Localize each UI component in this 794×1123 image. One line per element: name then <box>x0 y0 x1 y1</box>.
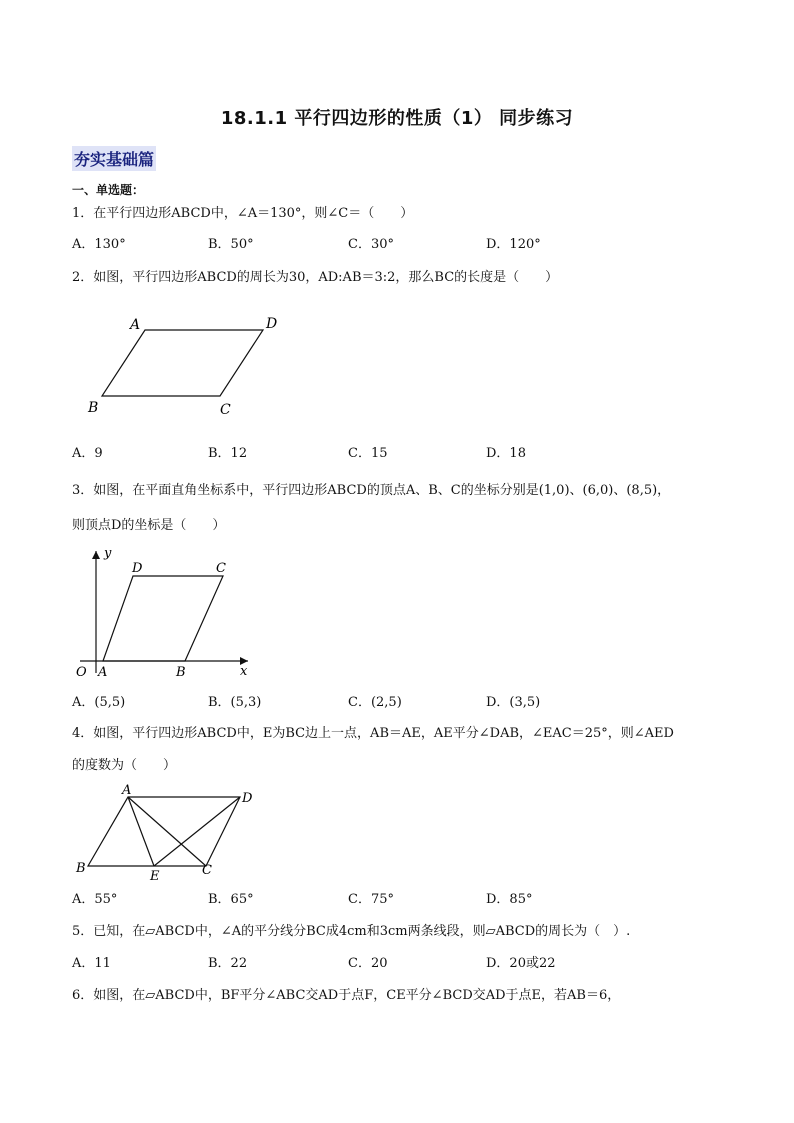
q4-label-a: A <box>122 783 132 798</box>
question-6-text: 6．如图，在▱ABCD中，BF平分∠ABC交AD于点F，CE平分∠BCD交AD于点E，若AB＝6， <box>72 988 621 1003</box>
q3-coordinate-figure <box>70 545 260 680</box>
question-4-text-line1: 4．如图，平行四边形ABCD中，E为BC边上一点，AB＝AE，AE平分∠DAB，∠EAC＝25°，则∠AED <box>72 726 674 741</box>
q2-option-c: C．15 <box>348 446 388 461</box>
q4-option-a: A．55° <box>72 892 118 907</box>
q3-label-o: O <box>76 665 87 680</box>
q3-label-c: C <box>216 561 226 576</box>
q4-label-c: C <box>202 863 212 878</box>
q4-label-b: B <box>76 861 86 876</box>
q4-label-d: D <box>242 791 253 806</box>
q4-option-b: B．65° <box>208 892 254 907</box>
q2-option-d: D．18 <box>486 446 526 461</box>
q3-label-x: x <box>240 664 248 679</box>
q2-option-a: A．9 <box>72 446 103 461</box>
question-1-text: 1．在平行四边形ABCD中，∠A＝130°，则∠C＝（ ） <box>72 206 414 221</box>
question-3-text-line1: 3．如图，在平面直角坐标系中，平行四边形ABCD的顶点A、B、C的坐标分别是(1,0)、(6,0)、(8,5)， <box>72 483 671 498</box>
question-3-text-line2: 则顶点D的坐标是（ ） <box>72 518 226 533</box>
q3-label-d: D <box>132 561 143 576</box>
q1-option-d: D．120° <box>486 237 541 252</box>
q5-option-c: C．20 <box>348 956 388 971</box>
q1-option-c: C．30° <box>348 237 394 252</box>
q2-option-b: B．12 <box>208 446 248 461</box>
q5-option-d: D．20或22 <box>486 956 556 971</box>
q1-option-b: B．50° <box>208 237 254 252</box>
q3-label-b: B <box>176 665 186 680</box>
q4-option-c: C．75° <box>348 892 394 907</box>
q3-label-a: A <box>98 665 108 680</box>
page-title: 18.1.1 平行四边形的性质（1） 同步练习 <box>220 108 574 129</box>
q5-option-a: A．11 <box>72 956 111 971</box>
section-label: 夯实基础篇 <box>72 146 156 171</box>
q3-label-y: y <box>104 546 112 561</box>
q3-option-c: C．(2,5) <box>348 695 402 710</box>
q4-option-d: D．85° <box>486 892 533 907</box>
q5-option-b: B．22 <box>208 956 248 971</box>
q2-parallelogram-figure <box>80 310 290 420</box>
q4-parallelogram-figure <box>70 782 270 882</box>
q3-option-d: D．(3,5) <box>486 695 541 710</box>
q2-label-c: C <box>220 402 231 418</box>
q1-option-a: A．130° <box>72 237 126 252</box>
q4-label-e: E <box>150 869 160 882</box>
q2-label-d: D <box>266 316 278 332</box>
q2-label-b: B <box>88 400 99 416</box>
q3-option-a: A．(5,5) <box>72 695 126 710</box>
question-5-text: 5．已知，在▱ABCD中，∠A的平分线分BC成4cm和3cm两条线段，则▱ABCD的周长为（ ）. <box>72 924 631 939</box>
part-heading: 一、单选题： <box>72 183 145 197</box>
question-2-text: 2．如图，平行四边形ABCD的周长为30，AD:AB＝3:2，那么BC的长度是（ ） <box>72 270 559 285</box>
q2-label-a: A <box>130 317 141 333</box>
question-4-text-line2: 的度数为（ ） <box>72 758 177 773</box>
q3-option-b: B．(5,3) <box>208 695 262 710</box>
